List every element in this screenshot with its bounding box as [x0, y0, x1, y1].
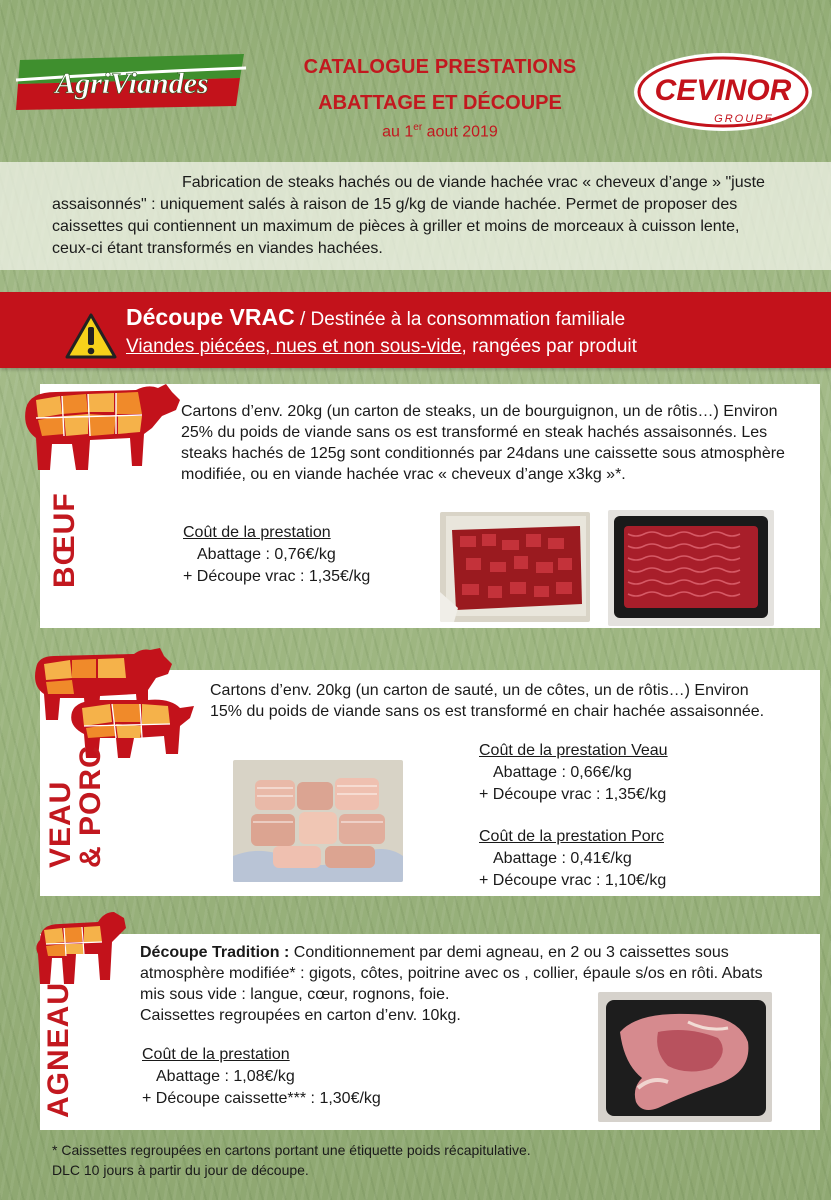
agneau-abattage: Abattage : 1,08€/kg	[156, 1068, 295, 1085]
catalogue-subtitle-text: ABATTAGE ET DÉCOUPE	[318, 92, 562, 114]
agneau-cost-title: Coût de la prestation	[142, 1046, 290, 1063]
porc-decoupe: + Découpe vrac : 1,10€/kg	[479, 872, 667, 889]
banner-subtitle-underlined: Viandes piécées, nues et non sous-vide	[126, 336, 462, 357]
warning-icon	[64, 312, 118, 360]
catalogue-title-text: CATALOGUE PRESTATIONS	[303, 56, 577, 78]
agriviandes-logo	[14, 50, 254, 112]
agriviandes-logo-text: AgriViandes	[55, 67, 209, 100]
footnote-line2: DLC 10 jours à partir du jour de découpe.	[52, 1162, 309, 1178]
footnote	[52, 1140, 531, 1180]
agneau-cost	[142, 1044, 381, 1110]
veau-cost	[479, 740, 668, 806]
lamb-cuts-icon	[32, 906, 132, 994]
cow-cuts-icon	[16, 374, 186, 480]
veau-porc-description: Cartons d’env. 20kg (un carton de sauté, un de côtes, un de rôtis…) Environ 15% du poids de viande sans os est transformé en chair hachée assaisonnée.	[210, 682, 765, 720]
porc-cost	[479, 826, 666, 892]
cevinor-logo-sub: GROUPE	[714, 113, 774, 125]
veau-cost-title: Coût de la prestation Veau	[479, 742, 668, 759]
banner-title-rest: / Destinée à la consommation familiale	[294, 309, 626, 330]
cevinor-logo-text: CEVINOR	[654, 74, 792, 107]
veau-abattage: Abattage : 0,66€/kg	[493, 764, 632, 781]
date-prefix: au 1	[382, 123, 414, 141]
banner-subtitle	[126, 336, 637, 358]
boeuf-label-text: BŒUF	[48, 492, 81, 588]
agneau-desc-line2: Caissettes regroupées en carton d’env. 10kg.	[140, 1007, 461, 1024]
agneau-desc-rest: Conditionnement par demi agneau, en 2 ou 3 caissettes sous atmosphère modifiée* : gigots, côtes, poitrine avec os , collier, épaule s/os en rôti. Abats mis sous vide : langue, cœur, rognons, foie.	[140, 944, 763, 1003]
banner-subtitle-rest: , rangées par produit	[461, 336, 637, 357]
veau-label-text: VEAU	[44, 780, 77, 868]
catalogue-title	[250, 56, 630, 79]
beef-cubes-photo	[440, 512, 590, 622]
porc-label-text: & PORC	[74, 745, 107, 868]
agneau-decoupe: + Découpe caissette*** : 1,30€/kg	[142, 1090, 381, 1107]
intro-text	[52, 172, 782, 260]
boeuf-decoupe: + Découpe vrac : 1,35€/kg	[183, 568, 371, 585]
catalogue-date	[250, 122, 630, 141]
porc-abattage: Abattage : 0,41€/kg	[493, 850, 632, 867]
cevinor-logo	[632, 52, 814, 134]
intro-text-first: Fabrication de steaks hachés ou de viande hachée vrac « cheveux	[182, 174, 656, 191]
boeuf-description: Cartons d’env. 20kg (un carton de steaks, un de bourguignon, un de rôtis…) Environ 25% du poids de viande sans os est transformé en steak hachés assaisonnés. Les steaks hachés de 125g sont conditionnés par 24dans une caissette sous atmosphère modifiée, ou en viande hachée vrac « cheveux d’ange x3kg »*.	[181, 403, 785, 483]
agneau-label-text: AGNEAU	[42, 981, 75, 1118]
veal-pork-cuts-photo	[233, 760, 403, 882]
minced-beef-photo	[608, 510, 774, 626]
boeuf-abattage: Abattage : 0,76€/kg	[197, 546, 336, 563]
date-sup: er	[413, 122, 423, 133]
catalogue-subtitle	[250, 92, 630, 115]
veau-decoupe: + Découpe vrac : 1,35€/kg	[479, 786, 667, 803]
date-suffix: aout 2019	[422, 123, 498, 141]
veau-porc-label	[46, 745, 106, 868]
banner-title	[126, 304, 625, 331]
intro-text-rest: d’ange » "juste assaisonnés" : uniquement salés à raison de 15 g/kg de viande hachée. Permet de proposer des caissettes qui contiennent un maximum de pièces à griller et moins de morceaux à cuisson lente, ceux-ci étant transformés en viandes hachées.	[52, 174, 765, 257]
agneau-label	[44, 982, 74, 1118]
lamb-leg-photo	[598, 992, 772, 1122]
boeuf-label	[50, 492, 80, 588]
boeuf-cost-title: Coût de la prestation	[183, 524, 331, 541]
footnote-line1: * Caissettes regroupées en cartons portant une étiquette poids récapitulative.	[52, 1142, 531, 1158]
agneau-desc-bold: Découpe Tradition :	[140, 944, 290, 961]
boeuf-cost	[183, 522, 370, 588]
porc-cost-title: Coût de la prestation Porc	[479, 828, 664, 845]
banner-title-bold: Découpe VRAC	[126, 304, 295, 330]
